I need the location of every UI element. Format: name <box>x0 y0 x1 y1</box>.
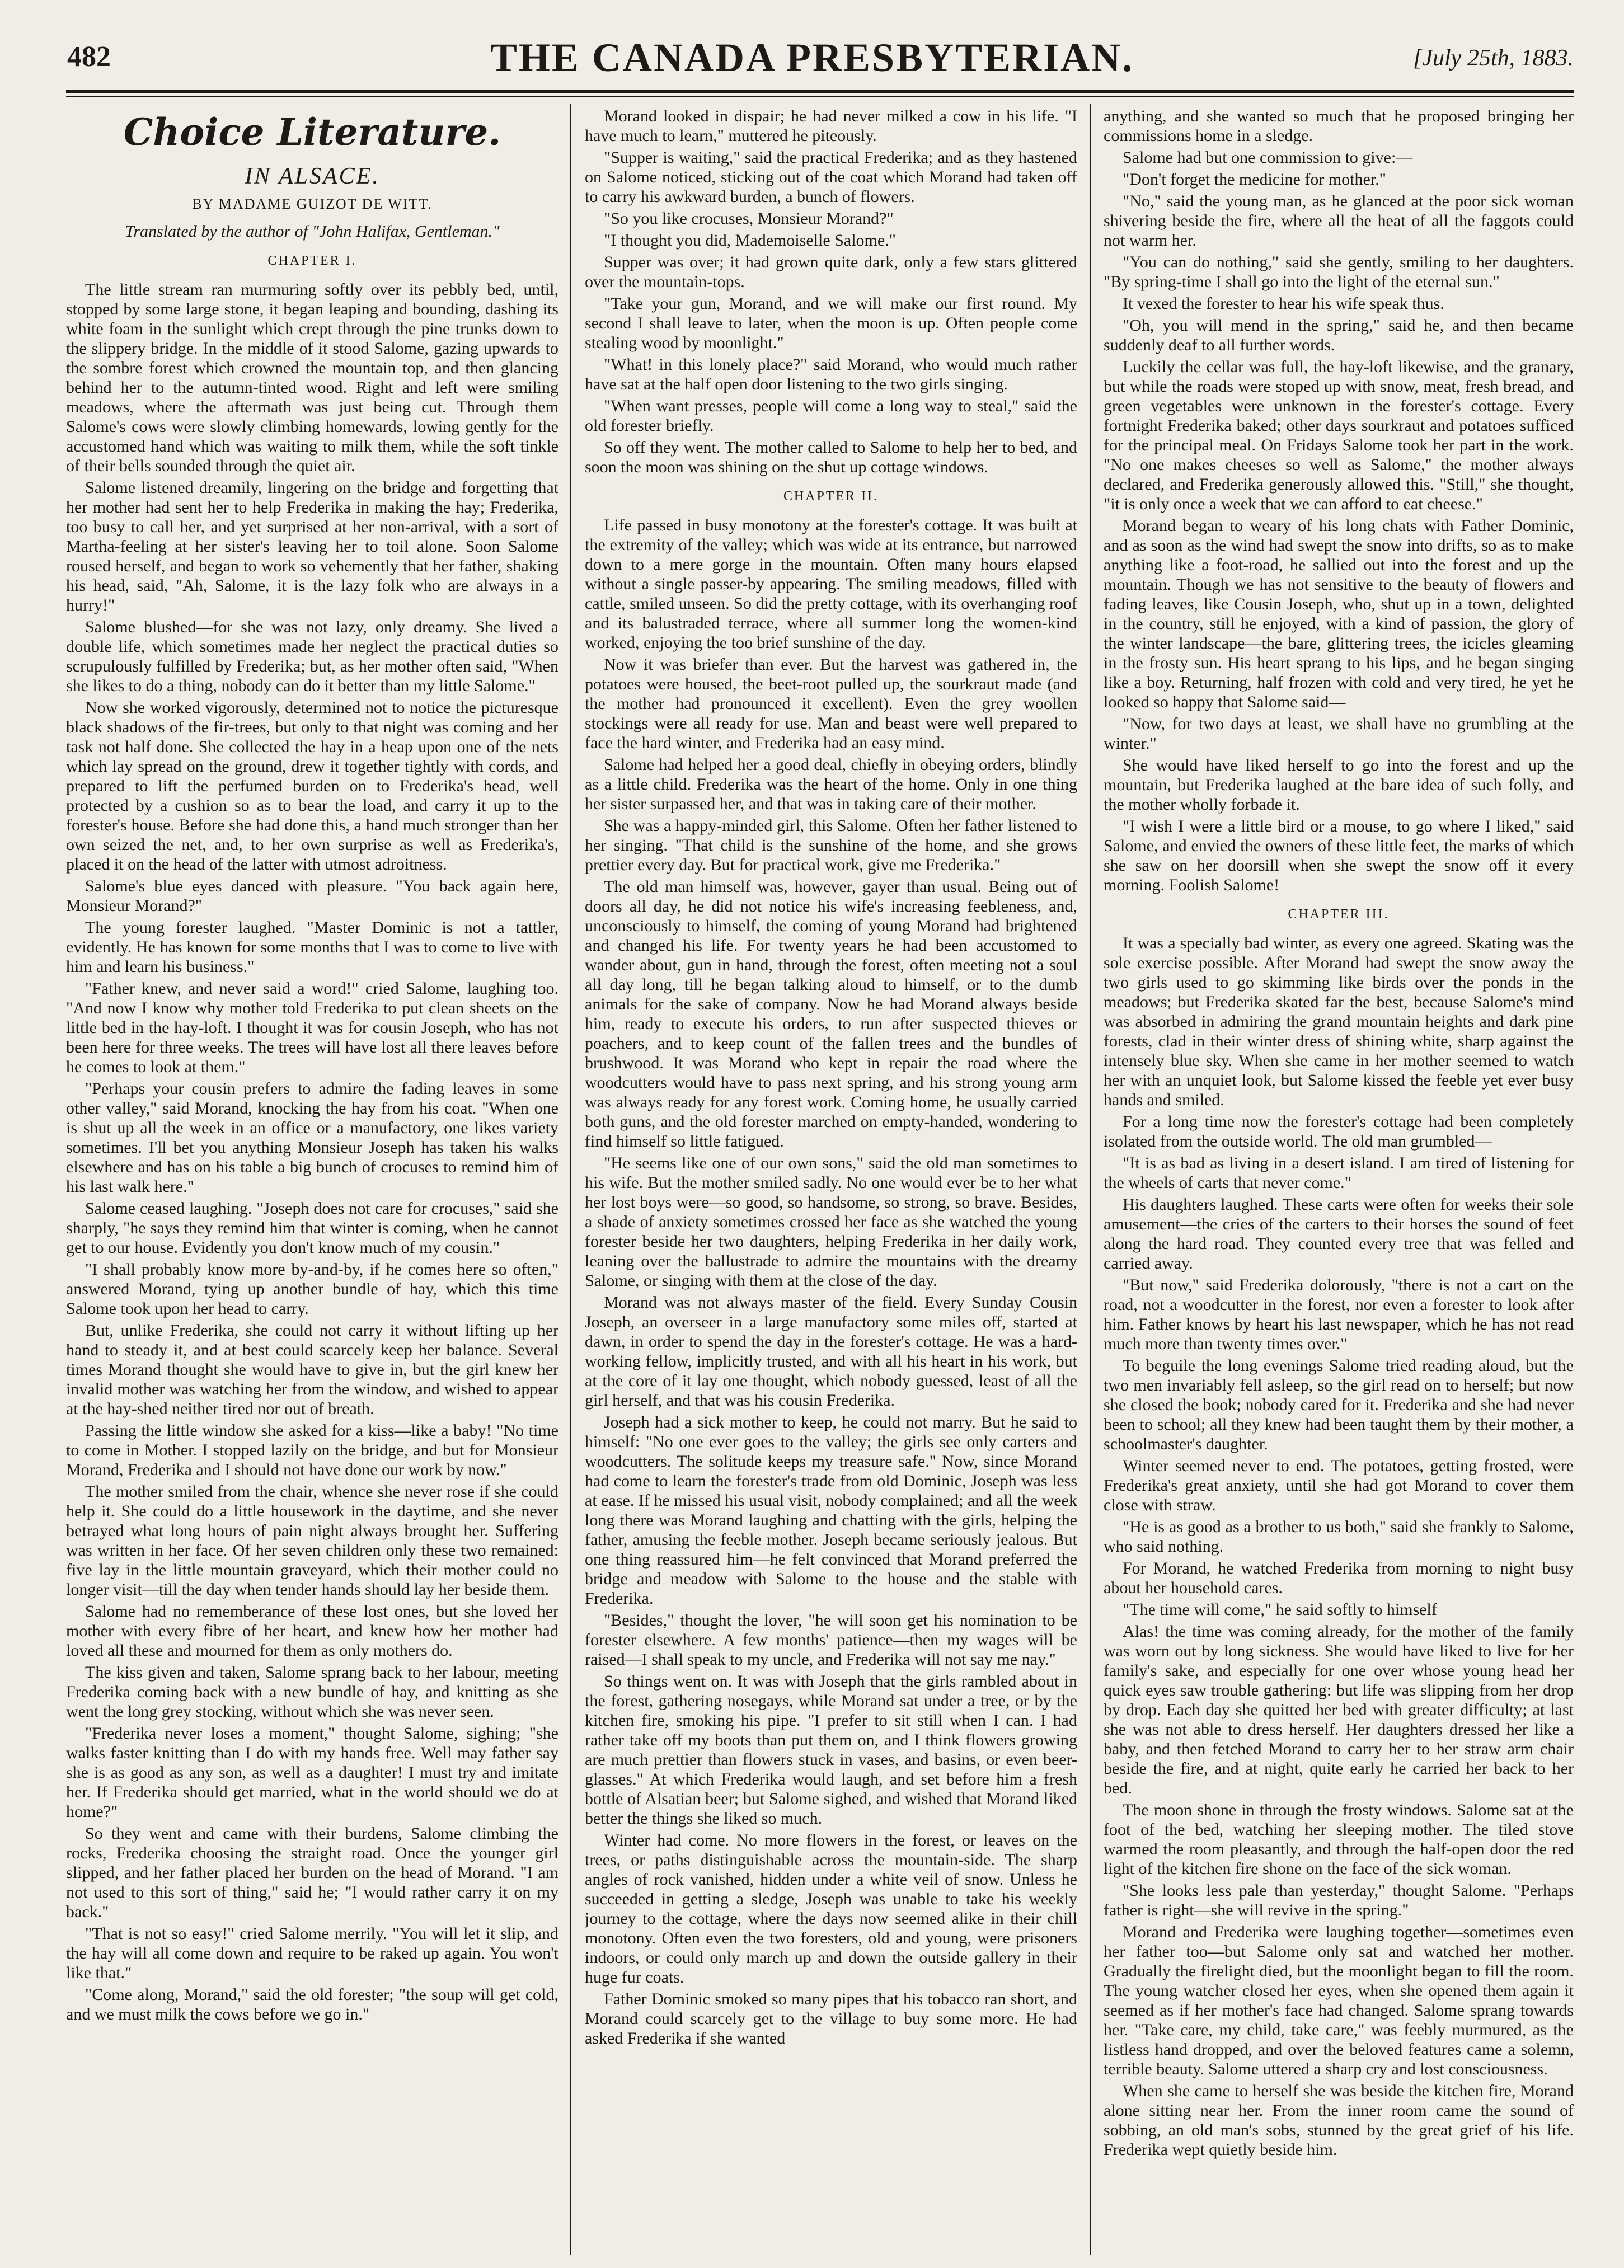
paragraph: Morand was not always master of the field. Every Sunday Cousin Joseph, an overseer in a large manufactory some miles off, started at dawn, in order to spend the day in the forester's cottage. He was a hard-working fellow, implicitly trusted, and with all his heart in his work, but at the core of it lay one thought, which nobody guessed, least of all the girl herself, and that was his cousin Frederika. <box>585 1293 1077 1410</box>
paragraph: It vexed the forester to hear his wife speak thus. <box>1123 294 1444 313</box>
paragraph: She would have liked herself to go into the forest and up the mountain, but Frederika laughed at the bare idea of such folly, and the mother wholly forbade it. <box>1104 756 1574 814</box>
paragraph: "So you like crocuses, Monsieur Morand?" <box>604 209 894 228</box>
paragraph: "I thought you did, Mademoiselle Salome." <box>604 231 896 250</box>
column-divider-2 <box>1090 104 1091 2255</box>
column-3-text-top <box>1104 106 1574 895</box>
translator-credit: Translated by the author of "John Halifax, Gentleman." <box>125 222 500 241</box>
paragraph: "Frederika never loses a moment," thought Salome, sighing; "she walks faster knitting than I do with my hands free. Well may father say she is as good as any son, as well as a daughter! I must try and imitate her. If Frederika should get married, what in the world should we do at home?" <box>66 1724 558 1821</box>
paragraph: Winter seemed never to end. The potatoes, getting frosted, were Frederika's great anxiety, until she had got Morand to cover them close with straw. <box>1104 1457 1574 1514</box>
paragraph: Salome had no rememberance of these lost ones, but she loved her mother with every fibre of her heart, and knew how her mother had loved all these and mourned for them as only mothers do. <box>66 1602 558 1660</box>
header-rule-thick <box>66 90 1574 93</box>
paragraph: To beguile the long evenings Salome tried reading aloud, but the two men invariably fell asleep, so the girl read on to herself; but now she closed the book; nobody cared for it. Frederika and she had never been to school; all they knew had been taught them by their mother, a schoolmaster's daughter. <box>1104 1356 1574 1453</box>
story-title: IN ALSACE. <box>245 163 380 189</box>
paragraph: For a long time now the forester's cottage had been completely isolated from the outside world. The old man grumbled— <box>1104 1112 1574 1151</box>
masthead: THE CANADA PRESBYTERIAN. <box>490 35 1134 80</box>
paragraph: Salome blushed—for she was not lazy, only dreamy. She lived a double life, which sometimes made her neglect the practical duties so scrupulously fulfilled by Frederika; but, as her mother often said, "When she likes to do a thing, nobody can do it better than my little Salome." <box>66 618 558 695</box>
paragraph: Salome had but one commission to give:— <box>1123 148 1413 167</box>
column-2-text-bottom <box>585 515 1077 2048</box>
column-divider-1 <box>570 104 571 2255</box>
paragraph: When she came to herself she was beside the kitchen fire, Morand alone sitting near her. From the inner room came the sound of sobbing, an old man's sobs, stunned by the great grief of his life. Frederika wept quietly beside him. <box>1104 2082 1574 2159</box>
page-number: 482 <box>67 41 111 73</box>
paragraph: "Now, for two days at least, we shall have no grumbling at the winter." <box>1104 715 1574 753</box>
paragraph: Winter had come. No more flowers in the forest, or leaves on the trees, or paths distinguishable across the mountain-side. The sharp angles of rock vanished, hidden under a white veil of snow. Unless he succeeded in getting a sledge, Joseph was unable to take his weekly journey to the cottage, where the days now seemed alike in their chill monotony. Often even the two foresters, old and young, were prisoners indoors, or could only march up and down the outside gallery in their huge fur coats. <box>585 1831 1077 1987</box>
paragraph: "She looks less pale than yesterday," thought Salome. "Perhaps father is right—she will revive in the spring." <box>1104 1881 1574 1919</box>
paragraph: So off they went. The mother called to Salome to help her to bed, and soon the moon was shining on the shut up cottage windows. <box>585 438 1077 476</box>
paragraph: So things went on. It was with Joseph that the girls rambled about in the forest, gathering nosegays, while Morand sat under a tree, or by the kitchen fire, smoking his pipe. "I prefer to sit still when I can. I had rather take off my boots than put them on, and I think flowers growing are much prettier than flowers stuck in vases, and basins, or even beer-glasses." At which Frederika would laugh, and set before him a fresh bottle of Alsatian beer; but Salome sighed, and wished that Morand liked better the things she liked so much. <box>585 1672 1077 1828</box>
paragraph: Salome ceased laughing. "Joseph does not care for crocuses," said she sharply, "he says they remind him that winter is coming, when he cannot get to our house. Evidently you don't know much of my cousin." <box>66 1199 558 1257</box>
paragraph: For Morand, he watched Frederika from morning to night busy about her household cares. <box>1104 1559 1574 1597</box>
column-2 <box>585 106 1077 2250</box>
section-heading: Choice Literature. <box>123 110 501 154</box>
paragraph: "He seems like one of our own sons," said the old man sometimes to his wife. But the mother smiled sadly. No one would ever be to her what her lost boys were—so good, so handsome, so strong, so brave. Besides, a shade of anxiety sometimes crossed her face as she watched the young forester beside her two daughters, helping Frederika in her daily work, leaning over the ballustrade to admire the mountains with the dreamy Salome, or singing with them at the close of the day. <box>585 1154 1077 1290</box>
column-3-text-bottom <box>1104 933 1574 2159</box>
paragraph: "You can do nothing," said she gently, smiling to her daughters. "By spring-time I shall go into the light of the eternal sun." <box>1104 253 1574 291</box>
paragraph: Morand and Frederika were laughing together—sometimes even her father too—but Salome only sat and watched her mother. Gradually the firelight died, but the moonlight began to fill the room. The young watcher closed her eyes, when she opened them again it seemed as if her mother's face had changed. Salome sprang towards her. "Take care, my child, take care," was feebly murmured, as the listless hand dropped, and over the beloved features came a solemn, terrible beauty. Salome uttered a sharp cry and lost consciousness. <box>1104 1923 1574 2078</box>
paragraph: anything, and she wanted so much that he proposed bringing her commissions home in a sledge. <box>1104 107 1574 145</box>
paragraph: The little stream ran murmuring softly over its pebbly bed, until, stopped by some large stone, it began leaping and bounding, dashing its white foam in the sunlight which crept through the pine trunks down to the slippery bridge. In the middle of it stood Salome, gazing upwards to the sombre forest which crowned the mountain top, and then glancing behind her to the autumn-tinted wood. Right and left were smiling meadows, where the aftermath was just being cut. Through them Salome's cows were slowly climbing homewards, lowing gently for the accustomed hand which was waiting to milk them, while the soft tinkle of their bells sounded through the quiet air. <box>66 280 558 475</box>
paragraph: The young forester laughed. "Master Dominic is not a tattler, evidently. He has known for some months that I was to come to live with him and learn his business." <box>66 918 558 976</box>
paragraph: But, unlike Frederika, she could not carry it without lifting up her hand to steady it, and at best could scarcely keep her balance. Several times Morand thought she would have to give in, but the girl knew her invalid mother was watching her from the window, and wished to appear at the hay-shed neither tired nor out of breath. <box>66 1321 558 1418</box>
paragraph: "What! in this lonely place?" said Morand, who would much rather have sat at the half open door listening to the two girls singing. <box>585 355 1077 393</box>
paragraph: "But now," said Frederika dolorously, "there is not a cart on the road, not a woodcutter in the forest, nor even a forester to look after him. Father knows by heart his last newspaper, which he has not read much more than twenty times over." <box>1104 1276 1574 1353</box>
paragraph: "Take your gun, Morand, and we will make our first round. My second I shall leave to later, when the moon is up. Often people come stealing wood by moonlight." <box>585 294 1077 352</box>
byline: BY MADAME GUIZOT DE WITT. <box>192 196 433 212</box>
paragraph: Passing the little window she asked for a kiss—like a baby! "No time to come in Mother. I stopped lazily on the bridge, and but for Monsieur Morand, Frederika and I should not have done our work by now." <box>66 1421 558 1479</box>
paragraph: The moon shone in through the frosty windows. Salome sat at the foot of the bed, watching her sleeping mother. The tiled stove warmed the room pleasantly, and through the half-open door the red light of the kitchen fire shone on the face of the sick woman. <box>1104 1801 1574 1878</box>
paragraph: "Come along, Morand," said the old forester; "the soup will get cold, and we must milk the cows before we go in." <box>66 1985 558 2023</box>
paragraph: She was a happy-minded girl, this Salome. Often her father listened to her singing. "That child is the sunshine of the home, and she grows prettier every day. But for practical work, give me Frederika." <box>585 816 1077 874</box>
paragraph: Salome's blue eyes danced with pleasure. "You back again here, Monsieur Morand?" <box>66 877 558 915</box>
column-3 <box>1104 106 1574 2250</box>
paragraph: "Perhaps your cousin prefers to admire the fading leaves in some other valley," said Morand, knocking the hay from his coat. "When one is shut up all the week in an office or a manufactory, one likes variety sometimes. I'll bet you anything Monsieur Joseph has taken his walks elsewhere and has on his table a big bunch of crocuses to remind him of his last walk here." <box>66 1079 558 1196</box>
paragraph: Salome had helped her a good deal, chiefly in obeying orders, blindly as a little child. Frederika was the heart of the home. Only in one thing her sister surpassed her, and that was in taking care of their mother. <box>585 755 1077 813</box>
column-1-text <box>66 280 558 2024</box>
chapter-heading: CHAPTER III. <box>1288 907 1390 922</box>
paragraph: "Don't forget the medicine for mother." <box>1123 170 1386 189</box>
paragraph: "That is not so easy!" cried Salome merrily. "You will let it slip, and the hay will all come down and require to be raked up again. You won't like that." <box>66 1924 558 1982</box>
paragraph: "I wish I were a little bird or a mouse, to go where I liked," said Salome, and envied the owners of these little feet, the marks of which she saw on her doorsill when she swept the snow off it every morning. Foolish Salome! <box>1104 817 1574 894</box>
paragraph: "It is as bad as living in a desert island. I am tired of listening for the wheels of carts that never come." <box>1104 1154 1574 1192</box>
header-rule-thin <box>66 96 1574 97</box>
column-1 <box>66 106 558 2250</box>
paragraph: "I shall probably know more by-and-by, if he comes here so often," answered Morand, tying up another bundle of hay, which this time Salome took upon her head to carry. <box>66 1260 558 1318</box>
paragraph: The old man himself was, however, gayer than usual. Being out of doors all day, he did not notice his wife's increasing feebleness, and, unconsciously to himself, the coming of young Morand had brightened and changed his life. For twenty years he had been accustomed to wander about, gun in hand, through the forest, often meeting not a soul all day long, till he began talking aloud to himself, or to the dumb animals for the sake of company. Now he had Morand always beside him, ready to execute his orders, to run after suspected thieves or poachers, and to keep count of the fallen trees and the bundles of brushwood. It was Morand who kept in repair the road where the woodcutters would have to pass next spring, and his strong young arm was always ready for any forest work. Coming home, he usually carried both guns, and the old forester marched on empty-handed, wondering to find himself so little fatigued. <box>585 877 1077 1151</box>
paragraph: The kiss given and taken, Salome sprang back to her labour, meeting Frederika coming back with a new bundle of hay, and knitting as she went the long grey stocking, without which she was never seen. <box>66 1663 558 1721</box>
paragraph: Morand looked in dispair; he had never milked a cow in his life. "I have much to learn," muttered he piteously. <box>585 107 1077 145</box>
paragraph: So they went and came with their burdens, Salome climbing the rocks, Frederika choosing the straight road. Once the younger girl slipped, and her father placed her burden on the head of Morand. "I am not used to this sort of thing," said he; "I would rather carry it on my back." <box>66 1824 558 1921</box>
paragraph: His daughters laughed. These carts were often for weeks their sole amusement—the cries of the carters to their horses the sound of feet along the hard road. They counted every tree that was felled and carried away. <box>1104 1195 1574 1272</box>
paragraph: Salome listened dreamily, lingering on the bridge and forgetting that her mother had sent her to help Frederika in making the hay; Frederika, too busy to call her, and yet surprised at her non-arrival, with a sort of Martha-feeling at her sister's leaving her to toil alone. Soon Salome roused herself, and began to work so vehemently that her father, shaking his head, said, "Ah, Salome, it is the lazy folk who are always in a hurry!" <box>66 478 558 614</box>
chapter-heading: CHAPTER II. <box>783 489 879 504</box>
paragraph: Father Dominic smoked so many pipes that his tobacco ran short, and Morand could scarcely get to the village to buy some more. He had asked Frederika if she wanted <box>585 1990 1077 2048</box>
paragraph: "Besides," thought the lover, "he will soon get his nomination to be forester elsewhere. A few months' patience—then my wages will be raised—I shall speak to my uncle, and Frederika will not say me nay." <box>585 1611 1077 1669</box>
paragraph: Supper was over; it had grown quite dark, only a few stars glittered over the mountain-tops. <box>585 253 1077 291</box>
paragraph: Morand began to weary of his long chats with Father Dominic, and as soon as the wind had swept the snow into drifts, so as to make anything like a foot-road, he sallied out into the forest and up the mountain. Though we has not sensitive to the beauty of flowers and fading leaves, like Cousin Joseph, who, shut up in a town, delighted in the country, still he enjoyed, with a kind of passion, the glory of the winter landscape—the bare, glittering trees, the icicles gleaming in the frosty sun. His heart sprang to his lips, and he began singing like a boy. Returning, half frozen with cold and very tired, he yet he looked so happy that Salome said— <box>1104 516 1574 711</box>
paragraph: It was a specially bad winter, as every one agreed. Skating was the sole exercise possible. After Morand had swept the snow away the two girls used to go skimming like birds over the ponds in the meadows; but Frederika skated far the best, because Salome's mind was absorbed in admiring the grand mountain heights and dark pine forests, clad in their winter dress of shining white, sharp against the intensely blue sky. When she came in her mother seemed to watch her with an unquiet look, but Salome kissed the feeble yet ever busy hands and smiled. <box>1104 934 1574 1109</box>
paragraph: "The time will come," he said softly to himself <box>1123 1600 1437 1619</box>
chapter-heading: CHAPTER I. <box>267 253 357 268</box>
column-2-text-top <box>585 106 1077 477</box>
paragraph: Life passed in busy monotony at the forester's cottage. It was built at the extremity of the valley; which was wide at its entrance, but narrowed down to a mere gorge in the mountain. Often many hours elapsed without a single passer-by appearing. The smiling meadows, filled with cattle, smiled unseen. So did the pretty cottage, with its overhanging roof and its balustraded terrace, where all summer long the women-kind worked, enjoying the too brief sunshine of the day. <box>585 516 1077 652</box>
paragraph: The mother smiled from the chair, whence she never rose if she could help it. She could do a little housework in the daytime, and she never betrayed what long hours of pain night always brought her. Suffering was written in her face. Of her seven children only these two remained: five lay in the little mountain graveyard, which their mother could no longer visit—till the day when tender hands should lay her beside them. <box>66 1482 558 1599</box>
paragraph: "Oh, you will mend in the spring," said he, and then became suddenly deaf to all further words. <box>1104 316 1574 354</box>
paragraph: Luckily the cellar was full, the hay-loft likewise, and the granary, but while the roads were stoped up with snow, meat, fresh bread, and green vegetables were unknown in the forester's cottage. Every fortnight Frederika baked; other days sourkraut and potatoes sufficed for the principal meal. On Fridays Salome took her part in the work. "No one makes cheeses so well as Salome," the mother always declared, and Frederika generously allowed this. "Still," she thought, "it is only once a week that we can afford to eat cheese." <box>1104 358 1574 513</box>
paragraph: Joseph had a sick mother to keep, he could not marry. But he said to himself: "No one ever goes to the valley; the girls see only carters and woodcutters. The solitude keeps my treasure safe." Now, since Morand had come to learn the forester's trade from old Dominic, Joseph was less at ease. If he missed his usual visit, nobody complained; and all the week long there was Morand laughing and chatting with the girls, helping the father, amusing the feeble mother. Joseph became seriously jealous. But one thing reassured him—he felt convinced that Morand preferred the bridge and meadow with Salome to the house and the stable with Frederika. <box>585 1413 1077 1608</box>
paragraph: "No," said the young man, as he glanced at the poor sick woman shivering beside the fire, where all the heat of all the faggots could not warm her. <box>1104 192 1574 250</box>
issue-date: [July 25th, 1883. <box>1413 45 1574 71</box>
paragraph: "When want presses, people will come a long way to steal," said the old forester briefly. <box>585 397 1077 435</box>
paragraph: "Supper is waiting," said the practical Frederika; and as they hastened on Salome noticed, sticking out of the coat which Morand had taken off to carry his awkward burden, a bunch of flowers. <box>585 148 1077 206</box>
paragraph: Now it was briefer than ever. But the harvest was gathered in, the potatoes were housed, the beet-root pulled up, the sourkraut made (and the mother had pronounced it excellent). Even the grey woollen stockings were all ready for use. Man and beast were well prepared to face the hard winter, and Frederika had an easy mind. <box>585 655 1077 752</box>
paragraph: Now she worked vigorously, determined not to notice the picturesque black shadows of the fir-trees, but only to that night was coming and her task not half done. She collected the hay in a heap upon one of the nets which lay spread on the ground, drew it together tightly with cords, and prepared to lift the perfumed burden on to Frederika's head, well protected by a cushion so as to bear the load, and carry it up to the forester's house. Before she had done this, a hand much stronger than her own seized the net, and, to her own surprise as well as Frederika's, placed it on the head of the latter with utmost adroitness. <box>66 698 558 874</box>
paragraph: "Father knew, and never said a word!" cried Salome, laughing too. "And now I know why mother told Frederika to put clean sheets on the little bed in the hay-loft. I thought it was for cousin Joseph, who has not been here for three weeks. The trees will have lost all there leaves before he comes to look at them." <box>66 979 558 1076</box>
paragraph: Alas! the time was coming already, for the mother of the family was worn out by long sickness. She would have liked to live for her family's sake, and especially for one over whose young head her quick eyes saw trouble gathering: but life was slipping from her drop by drop. Each day she quitted her bed with greater difficulty; at last she was not able to dress herself. Her daughters dressed her like a baby, and then fetched Morand to carry her to her straw arm chair beside the fire, and at night, quite early he carried her back to her bed. <box>1104 1622 1574 1797</box>
paragraph: "He is as good as a brother to us both," said she frankly to Salome, who said nothing. <box>1104 1518 1574 1556</box>
